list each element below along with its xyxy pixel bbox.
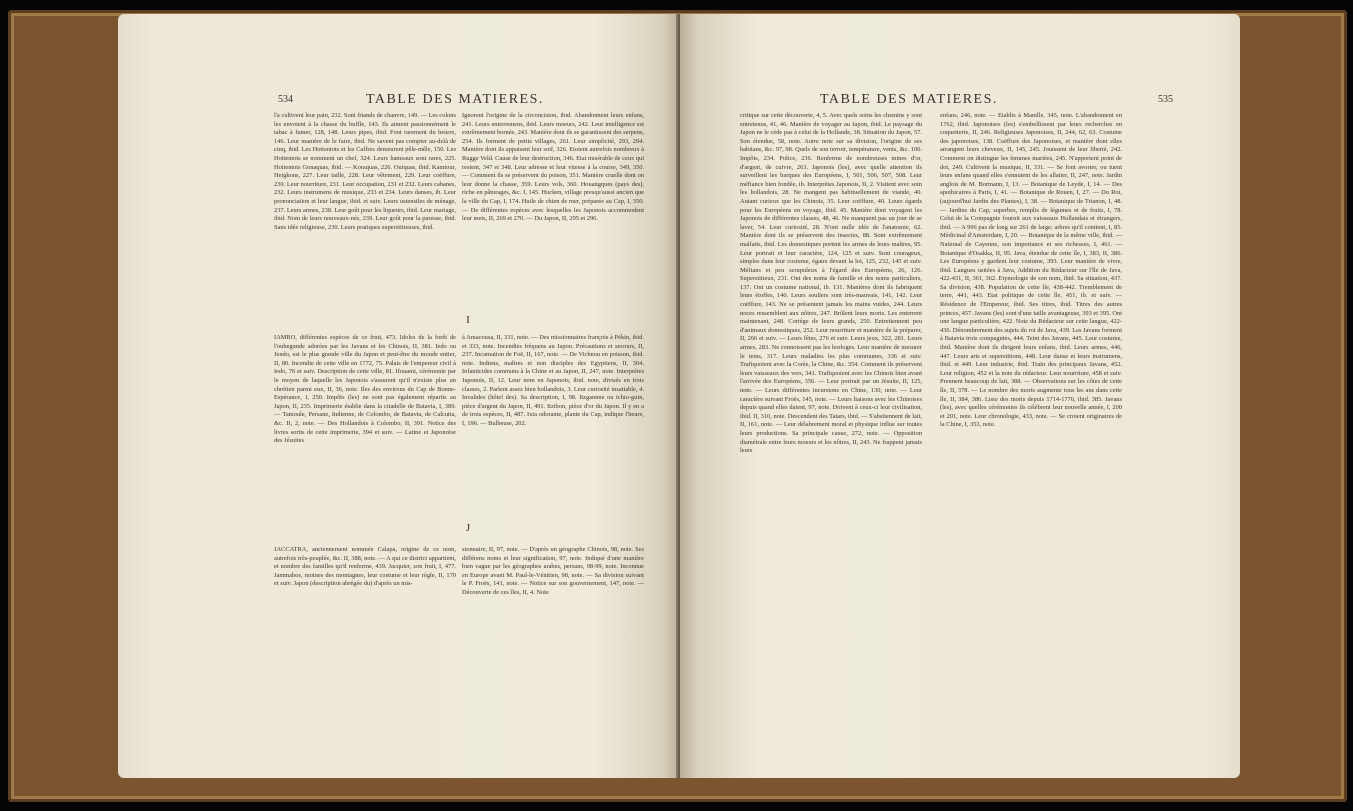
left-page-number: 534 — [278, 94, 293, 105]
section-letter-j: J — [465, 522, 471, 534]
left-col1-i-entries: IAMBO, différentes espèces de ce fruit, 473. Idoles de la forêt de l'oubegunde adorées par les Javans et les Chinois, II, 381. Iedo ou Jendo, est le plus grande ville du Japon et peut-être du monde entier, II, 80. Incendie de cette ville en 1772, 75. Palais de l'empereur civil à Iedo, 76 et suiv. Description de cette ville, 81. Ifouami, cérémonie par le moyen de laquelle les Japonois s'assurent qu'il n'existe plus un chrétien parmi eux, II, 36, note. Iles des environs du Cap de Bonne-Espérance, I, 250. Impôts (les) ne sont pas également répartis au Japon, II, 235. Imprimerie établie dans la citadelle de Batavia, I, 389. — Tamoule, Persane, Indienne, de Colombo, de Batavia, de Calcutta, &c. II, 2, note. — Des Hollandois à Colombo, II, 391. Notice des livres sortis de cette imprimerie, 394 et suiv. — Latine et Japonoise des Jésuites — [274, 334, 456, 445]
section-letter-i: I — [466, 314, 470, 326]
left-page — [118, 14, 678, 778]
left-col1-j-entries: JACCATRA, anciennement nommée Calapa, origine de ce nom, autrefois très-peuplée, &c. II, 388, note. — A qui ce district appartient, et nombre des familles qu'il renferme, 439. Jacquier, son fruit, I, 477. Jammabos, moines des montagnes, leur costume et leur règle, II, 170 et suiv. Japon (description abrégée du) d'après un mis- — [274, 546, 456, 588]
left-running-head: TABLE DES MATIERES. — [366, 92, 544, 107]
right-page-number: 535 — [1158, 94, 1173, 105]
right-col2-entries: enfans, 246, note. — Etablis à Manille, 345, note. L'abandonnent en 1762, ibid. Japonoises (les) s'embellissent par leurs recherches en coquetterie, II, 246. Religieuses Japonoises, II, 244, 62, 63. Costume des japonoises, 138. Coëffure des Japonoises, et manière dont elles arrangent leurs cheveux, II, 145, 245. Jouissent de leur liberté, 242. Comment on distingue les femmes mariées, 245. N'apportent point de dot, 249. Cultivent la musique, II, 331. — Se font avorter, ou tuent leurs enfans quand elles s'ennuient de les allaiter, II, 247, note. Jardin anglois de M. Bormann, I, 13. — Botanique de Leyde, I, 14. — Des apothicaires à Paris, I, 41. — Botanique de Rouen, I, 27. — Du Roi, (aujourd'hui Jardin des Plantes), I, 38. — Botanique de Trianon, I, 48. — Jardins du Cap, superbes, remplis de légumes et de fruits, I, 78. Celui de la Compagnie fournit aux vaisseaux Hollandais et étrangers, ibid. — A 996 pas de long sur 261 de large; arbres qu'il contient, I, 85. Médicinal d'Amsterdam, I, 20. — Botanique de la même ville, ibid. — National de Cayenne, son importance et ses richesses, I, 461. — Botanique d'Osakka, II, 95. Java, étendue de cette île, I, 383, II, 386. Les Européens y gardent leur costume, 393. Leur manière de vivre, ibid. Langues usitées à Java, Addition du Rédacteur sur l'île de Java, 422-431, II, 361, 362. Etymologie de son nom, ibid. Sa situation, 437. Sa division, 438. Population de cette île, 438-442. Tremblement de terre, 441, 443. Etat politique de cette île, 451, ib. et suiv. — Résidence de l'Empereur, ibid. Ses titres, ibid. Titres des autres princes, 457. Javans (les) sont d'une taille avantageuse, 393 et 395. Ont une langue particulière, 422. Note du Rédacteur sur cette langue, 422-436. Dénombrement des sujets du roi de Java, 439. Les Javans forment à Batavia trois compagnies, 444. Teint des Javans, 445. Leur costume, ibid. Manière dont ils dirigent leurs enfans, ibid. Leurs armes, 446, 447. Leurs arts et superstitions, 448. Leur danse et leurs instrumens, ibid. et 449. Leur industrie, ibid. Train des principaux Javans, 452. Leur religion, 452 et la note du rédacteur. Leur nourriture, 458 et suiv. Prennent beaucoup de lait, 388. — Observations sur les côtes de cette île, II, 378. — Le nombre des morts augmente tous les ans dans cette île, II, 384, 386. Liste des morts depuis 1714-1776, ibid. 385. Javans (les), avec quelles cérémonies ils célèbrent leur nouvelle année, I, 200 et 201, note. Leur chronologie, 433, note. — Se croient originaires de la Chine, I, 353, note. — [940, 112, 1122, 429]
right-col1-entries: critique sur cette découverte, 4, 5. Avec quels soins les chemins y sont entretenus, 41, 46. Manière de voyager au Japon, ibid. Le paysage du Japon ne le cède pas à celui de la Hollande, 38. Situation du Japon, 57. Son étendue, 58, note. Autre note sur sa division, l'origine de ses habitans, &c. 97, 98. Quels de son terroir, température, vents, &c. 100. Impôts, 234. Police, 236. Renferme de nombreuses mines d'or, d'argent, de cuivre, 263. Japonois (les), avec quelle attention ils surveillent les barques des Européens, I, 501, 506, 507, 508. Leur méfiance bien fondée, ib. Interprètes Japonois, II, 2. Visitent avec soin les hollandois, 28. Ne mangent pas habituellement de viande, 40. Autant curieux que les Chinois, 35. Leur coëffure, 40. Leurs égards pour les Européens en voyage, ibid. 45. Manière dont voyagent les Japonois de différentes classes, 48, 46. Ne manquent pas un jour de se laver, 54. Leur curiosité, 28. N'ont nulle idée de l'anatomie, 62. Manière dont ils se préservent des insectes, 88. Sont extrêmement malfaits, ibid. Les domestiques portent les armes de leurs maîtres, 95. Leur portrait et leur caractère, 124, 125 et suiv. Sont courageux, simples dans leur costume, égaux devant la loi, 125, 232, 145 et suiv. Méfians et peu scrupuleux à l'égard des Européens, 26, 126. Superstitieux, 231. Ont des noms de famille et des noms particuliers, 137. Ont un costume national, ib. 131. Manières dont ils fabriquent leurs étoffes, 140. Leurs souliers sont très-mauvais, 141, 142. Leur coëffure, 143. Ne se présentent jamais les mains vuides, 244. Leurs noces ressemblent aux nôtres, 247. Brûlent leurs morts. Les enterrent maintenant, 248. Cortège de leurs grands, 250. Entretiennent peu d'animaux domestiques, 252. Leur nourriture et manière de la préparer, II, 266 et suiv. — Leurs fêtes, 276 et suiv. Leurs jeux, 322, 281. Leurs armes, 283. Ne connoissent pas les horloges. Leur manière de mesurer le tems, 317. Leurs maladies les plus communes, 336 et suiv. Trafiquoient avec la Corée, la Chine, &c. 354. Comment ils préservent leurs vaisseaux des vers, 341. Trafiquoient avec les Chinois bien avant l'arrivée des Européens, 356. — Leur portrait par un Jésuite, II, 125, note. — Leurs différentes incursions en Chine, 130, note. — Leur caractère suivant Froës, 145, note. — Leurs liaisons avec les Chinoises depuis quand elles datent, 97, note. Doivent à ceux-ci leur civilisation, ibid. II, 310, note. Descendent des Tatars, ibid. — S'abstiennent de lait, II, 161, note. — Leur délabrement moral et physique influe sur toutes leurs productions. Sa principale cause, 272, note. — Opposition diamétrale entre leurs moeurs et les nôtres, II, 243. Ne frappent jamais leurs — [740, 112, 922, 455]
right-running-head: TABLE DES MATIERES. — [820, 92, 998, 107]
right-page — [680, 14, 1240, 778]
left-col1-h-entries: l'a cultivent leur pain, 232. Sont friands de chanvre, 149. — Les colons les envoient à la chasse du buffle, 143. Ils aiment passionnément le tabac à fumer, 128, 148. Leurs pipes, ibid. Font rarement du beurre, 146. Leur manière de le faire, ibid. Ne savent pas compter au-delà de cinq, ibid. Les Hottentots et les Caffres demeurent pêle-mêle, 150. Les Hottentots se nomment un chef, 324. Leurs hameaux sont rares, 225. Hottentots Gonaquas, ibid. — Koraquas, 226. Ouiquas, ibid. Kamtour, Heigkons, 227. Leur taille, 228. Leur vêtement, 229. Leur coëffure, 230. Leur nourriture, 231. Leur occupation, 231 et 232. Leurs cabanes, 232. Leurs instrumens de musique, 233 et 234. Leurs danses, ib. Leur prononciation et leur langue, ibid. et suiv. Leurs ustensiles de ménage, 237. Leurs armes, 238. Leur goût pour les liqueurs, ibid. Leur mariage, ibid. Nom de leurs nouveaux-nés, 239. Leur goût pour la paresse, ibid. Sans idée religieuse, 230. Leurs pratiques superstitieuses, ibid. — [274, 112, 456, 231]
left-col2-i-entries: à Amacousa, II, 331, note. — Des missionnaires françois à Pékin, ibid. et 333, note. Incendies fréquens au Japon. Précautions et secours, II, 237. Incarnation de Foë, II, 167, note. — De Vichnou en poisson, ibid. note. Indiens, maîtres et non disciples des Egyptiens, II, 304. Infanticides communs à la Chine et au Japon, II, 247, note. Interprètes Japonois, II, 12. Leur nom en Japonois, ibid. note, divisés en trois classes, 2. Parlent assez bien hollandois, 3. Leur curiosité insatiable, 4. Invalides (hôtel des). Sa description, I, 98. Itzgannne ou tchio-guin, pièce d'argent du Japon, II, 491. Itzibon, pièce d'or du Japon. Il y en a de trois espèces, II, 487. Ixia odorante, plante du Cap, indique l'heure, I, 196. — Bulbeuse, 202. — [462, 334, 644, 427]
left-col2-h-entries: Ignorent l'origine de la circoncision, ibid. Abandonnent leurs enfans, 241. Leurs enterremens, ibid. Leurs moeurs, 242. Leur intelligence est extrêmement bornée, 243. Manière dont ils se garantissent des serpens, 254. Ils forment de petits villages, 261. Leur simplicité, 293, 294. Manière dont ils appaisent leur soif, 326. Etoient autrefois nombreux à Rugge Veld. Cause de leur destruction, 346. Etat misérable de ceux qui restent, 347 et 348. Leur adresse et leur vitesse à la course, 349, 350. — Comment ils se préservent du poison, 351. Manière cruelle dont on leur donne la chasse, 359. Leurs vols, 360. Houangques (pays des), riche en pâturages, &c. I, 145. Hucken, village presqu'aussi ancien que la ville du Cap, I, 174. Huile de chien de mer, préparée au Cap, I, 350. — De différentes espèces avec lesquelles les Japonois accommodent leur mets, II, 269 et 270. — Du Japon, II, 295 et 296. — [462, 112, 644, 223]
left-col2-j-entries: sionnaire, II, 97, note. — D'après un géographe Chinois, 98, note. Ses différens noms et leur signification, 97, note. Indiqué d'une manière bien vague par les géographes arabes, persans, 98-99, note. Inconnue en Europe avant M. Paul-le-Vénitien, 98, note. — Sa division suivant le P. Froës, 141, note. — Notice sur son gouvernement, 147, note. — Découverte de ces îles, II, 4. Note — [462, 546, 644, 596]
